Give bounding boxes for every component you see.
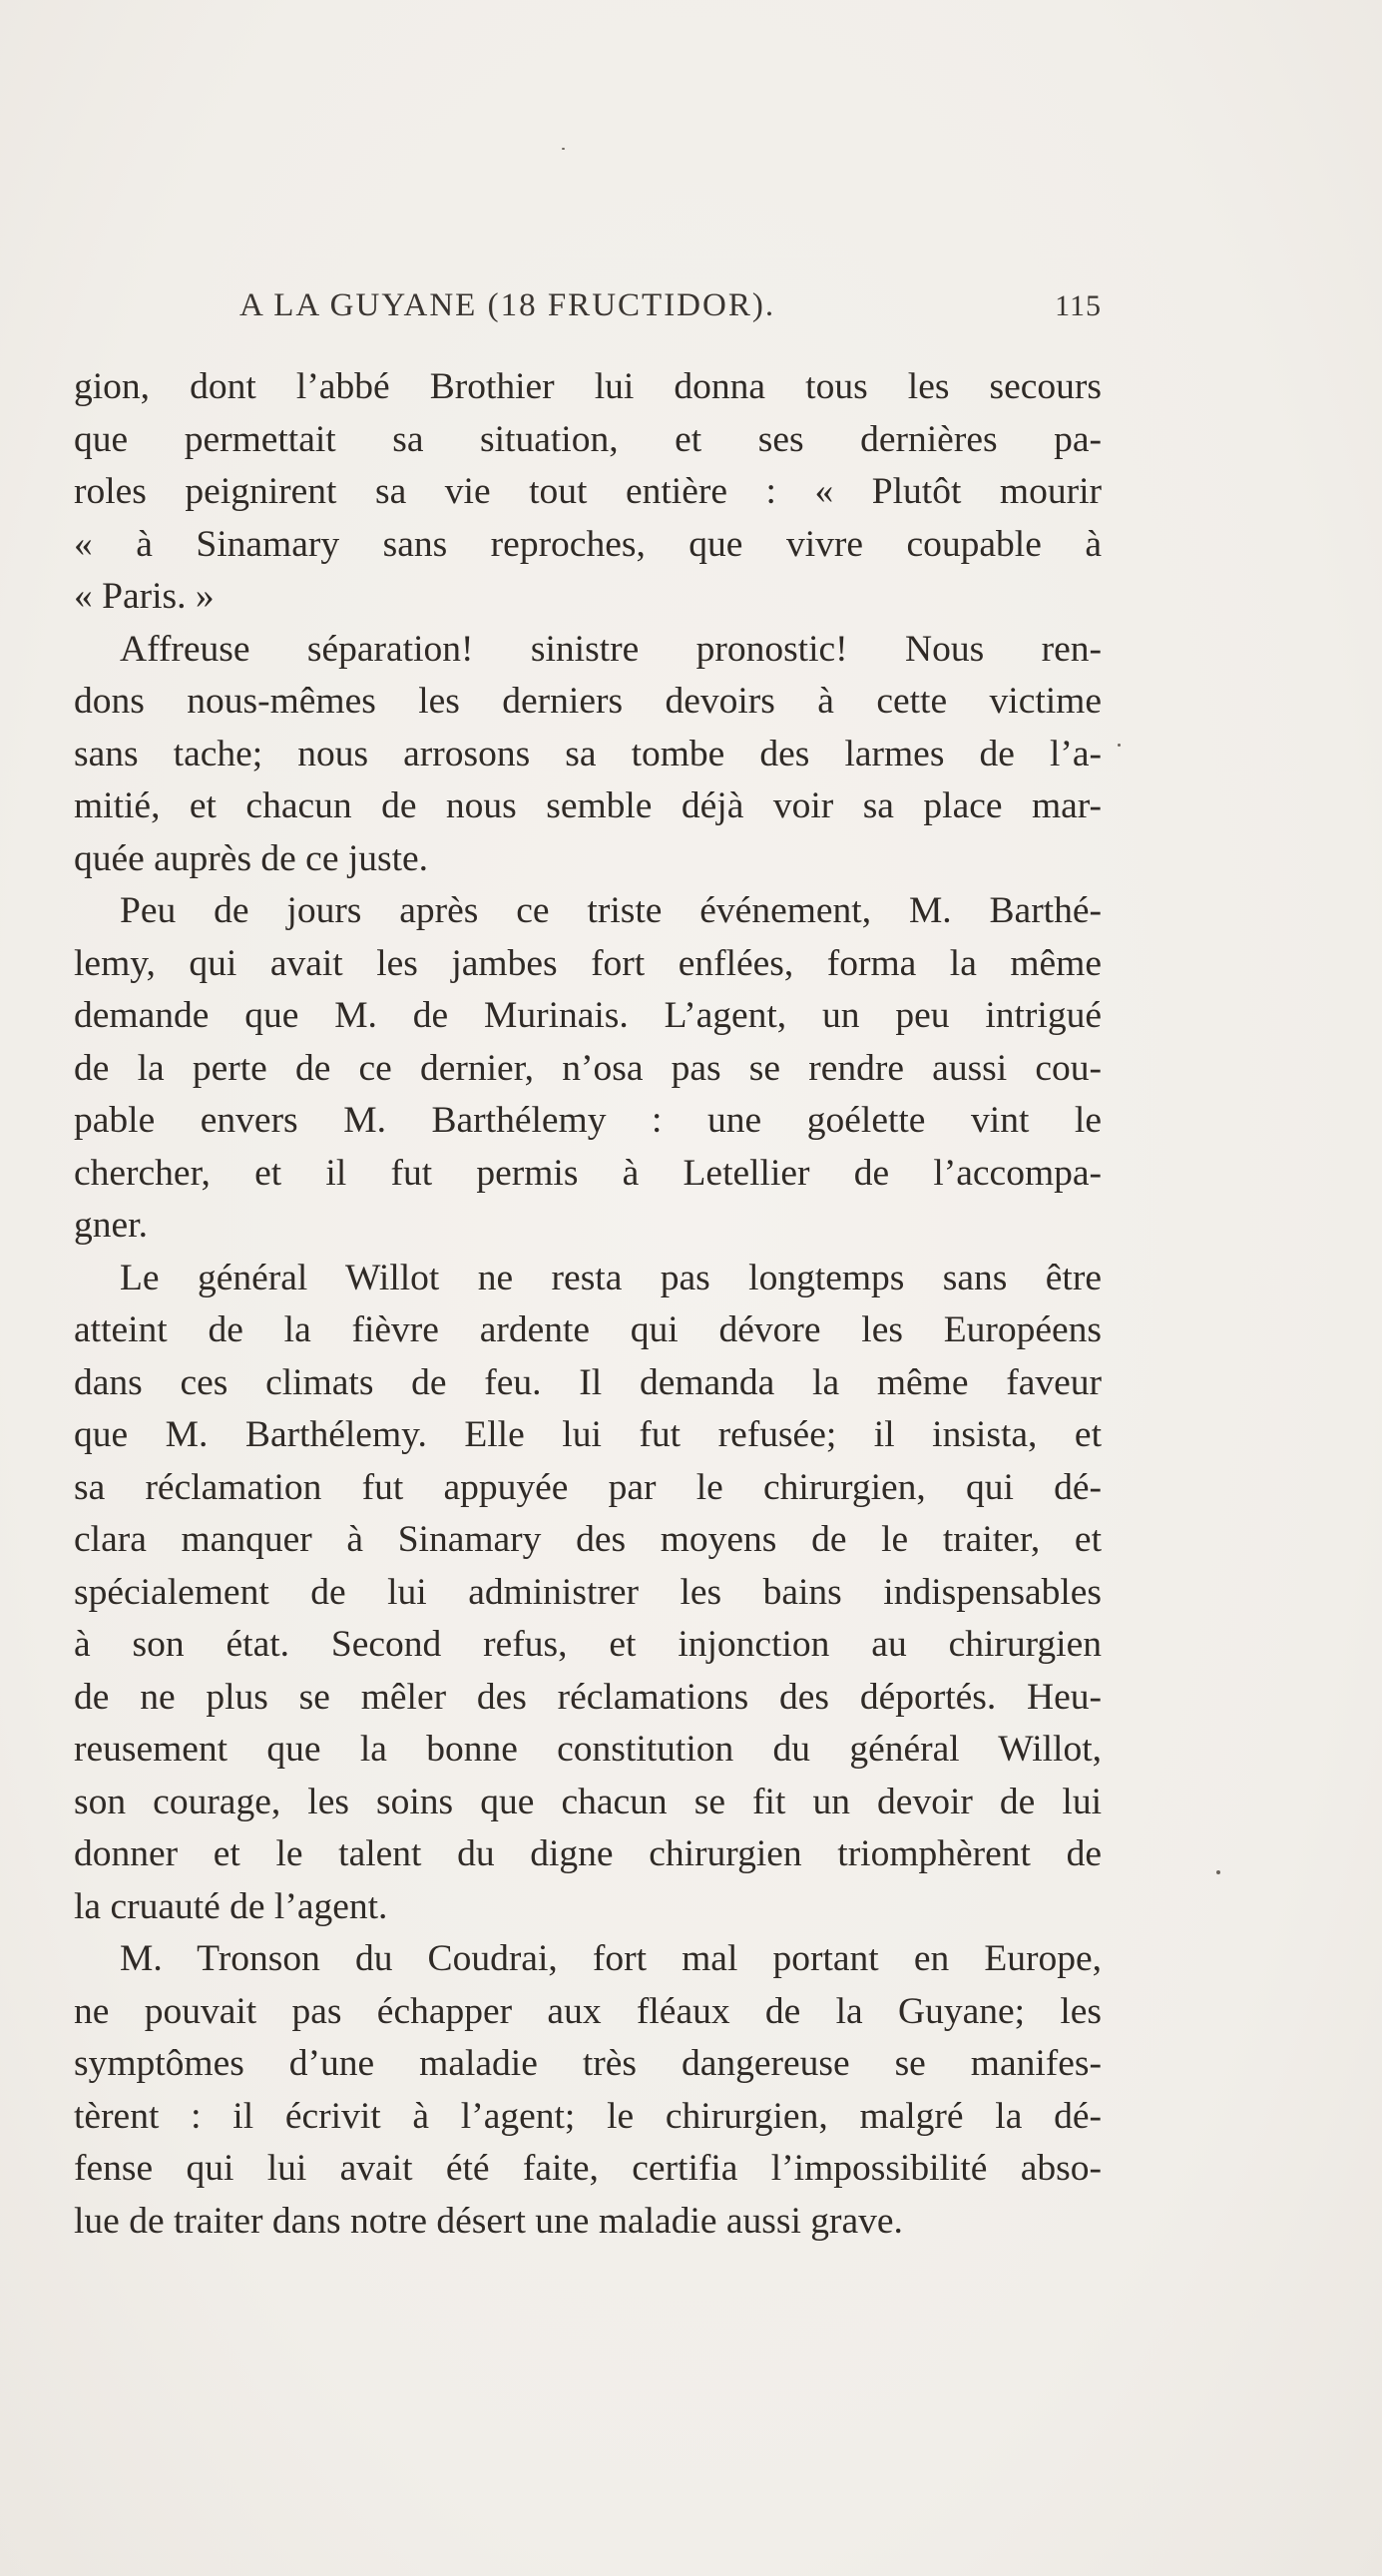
paragraph [74,885,1102,1253]
text-line: son courage, les soins que chacun se fit un devoir de lui [74,1781,1102,1822]
text-line: tèrent : il écrivit à l’agent; le chirurgien, malgré la dé- [74,2095,1102,2137]
body-text [74,361,1102,2248]
text-line: donner et le talent du digne chirurgien triomphèrent de [74,1833,1102,1874]
text-line: à son état. Second refus, et injonction au chirurgien [74,1624,1102,1665]
text-line: de la perte de ce dernier, n’osa pas se rendre aussi cou- [74,1047,1102,1089]
text-line: reusement que la bonne constitution du général Willot, [74,1729,1102,1770]
text-line: sans tache; nous arrosons sa tombe des larmes de l’a- [74,733,1102,774]
text-line: clara manquer à Sinamary des moyens de le traiter, et [74,1519,1102,1560]
text-line: dons nous-mêmes les derniers devoirs à cette victime [74,681,1102,722]
text-line: ne pouvait pas échapper aux fléaux de la Guyane; les [74,1990,1102,2032]
text-line: roles peignirent sa vie tout entière : « Plutôt mourir [74,471,1102,512]
text-line: dans ces climats de feu. Il demanda la même faveur [74,1361,1102,1403]
page-number: 115 [1055,289,1102,322]
text-line: spécialement de lui administrer les bains indispensables [74,1571,1102,1613]
paragraph [74,361,1102,624]
text-line: « à Sinamary sans reproches, que vivre coupable à [74,523,1102,565]
text-line: que permettait sa situation, et ses dernières pa- [74,418,1102,460]
text-line: « Paris. » [74,576,215,617]
text-line: de ne plus se mêler des réclamations des déportés. Heu- [74,1676,1102,1718]
text-line: atteint de la fièvre ardente qui dévore les Européens [74,1309,1102,1350]
text-line: la cruauté de l’agent. [74,1885,388,1927]
print-speck [1118,744,1121,747]
print-speck [1216,1870,1220,1874]
text-line: symptômes d’une maladie très dangereuse se manifes- [74,2043,1102,2084]
text-line: quée auprès de ce juste. [74,837,429,879]
text-line: lemy, qui avait les jambes fort enflées, forma la même [74,942,1102,984]
text-line: demande que M. de Murinais. L’agent, un peu intrigué [74,995,1102,1036]
print-speck [562,148,565,150]
text-line: sa réclamation fut appuyée par le chirurgien, qui dé- [74,1466,1102,1508]
text-line: Le général Willot ne resta pas longtemps sans être [120,1257,1102,1298]
text-line: que M. Barthélemy. Elle lui fut refusée; il insista, et [74,1414,1102,1455]
text-line: fense qui lui avait été faite, certifia l’impossibilité abso- [74,2148,1102,2189]
text-line: Affreuse séparation! sinistre pronostic! Nous ren- [120,628,1102,670]
text-line: gner. [74,1205,148,1246]
paragraph [74,624,1102,886]
text-line: lue de traiter dans notre désert une maladie aussi grave. [74,2200,903,2242]
text-line: gion, dont l’abbé Brothier lui donna tous les secours [74,366,1102,407]
text-line: mitié, et chacun de nous semble déjà voir sa place mar- [74,785,1102,826]
text-line: M. Tronson du Coudrai, fort mal portant en Europe, [120,1938,1102,1979]
text-line: pable envers M. Barthélemy : une goélette vint le [74,1100,1102,1141]
paragraph [74,1933,1102,2248]
text-line: Peu de jours après ce triste événement, M. Barthé- [120,890,1102,931]
text-line: chercher, et il fut permis à Letellier de l’accompa- [74,1152,1102,1194]
paragraph [74,1253,1102,1934]
running-head-title: A LA GUYANE (18 FRUCTIDOR). [239,287,776,323]
running-head [74,287,1102,335]
